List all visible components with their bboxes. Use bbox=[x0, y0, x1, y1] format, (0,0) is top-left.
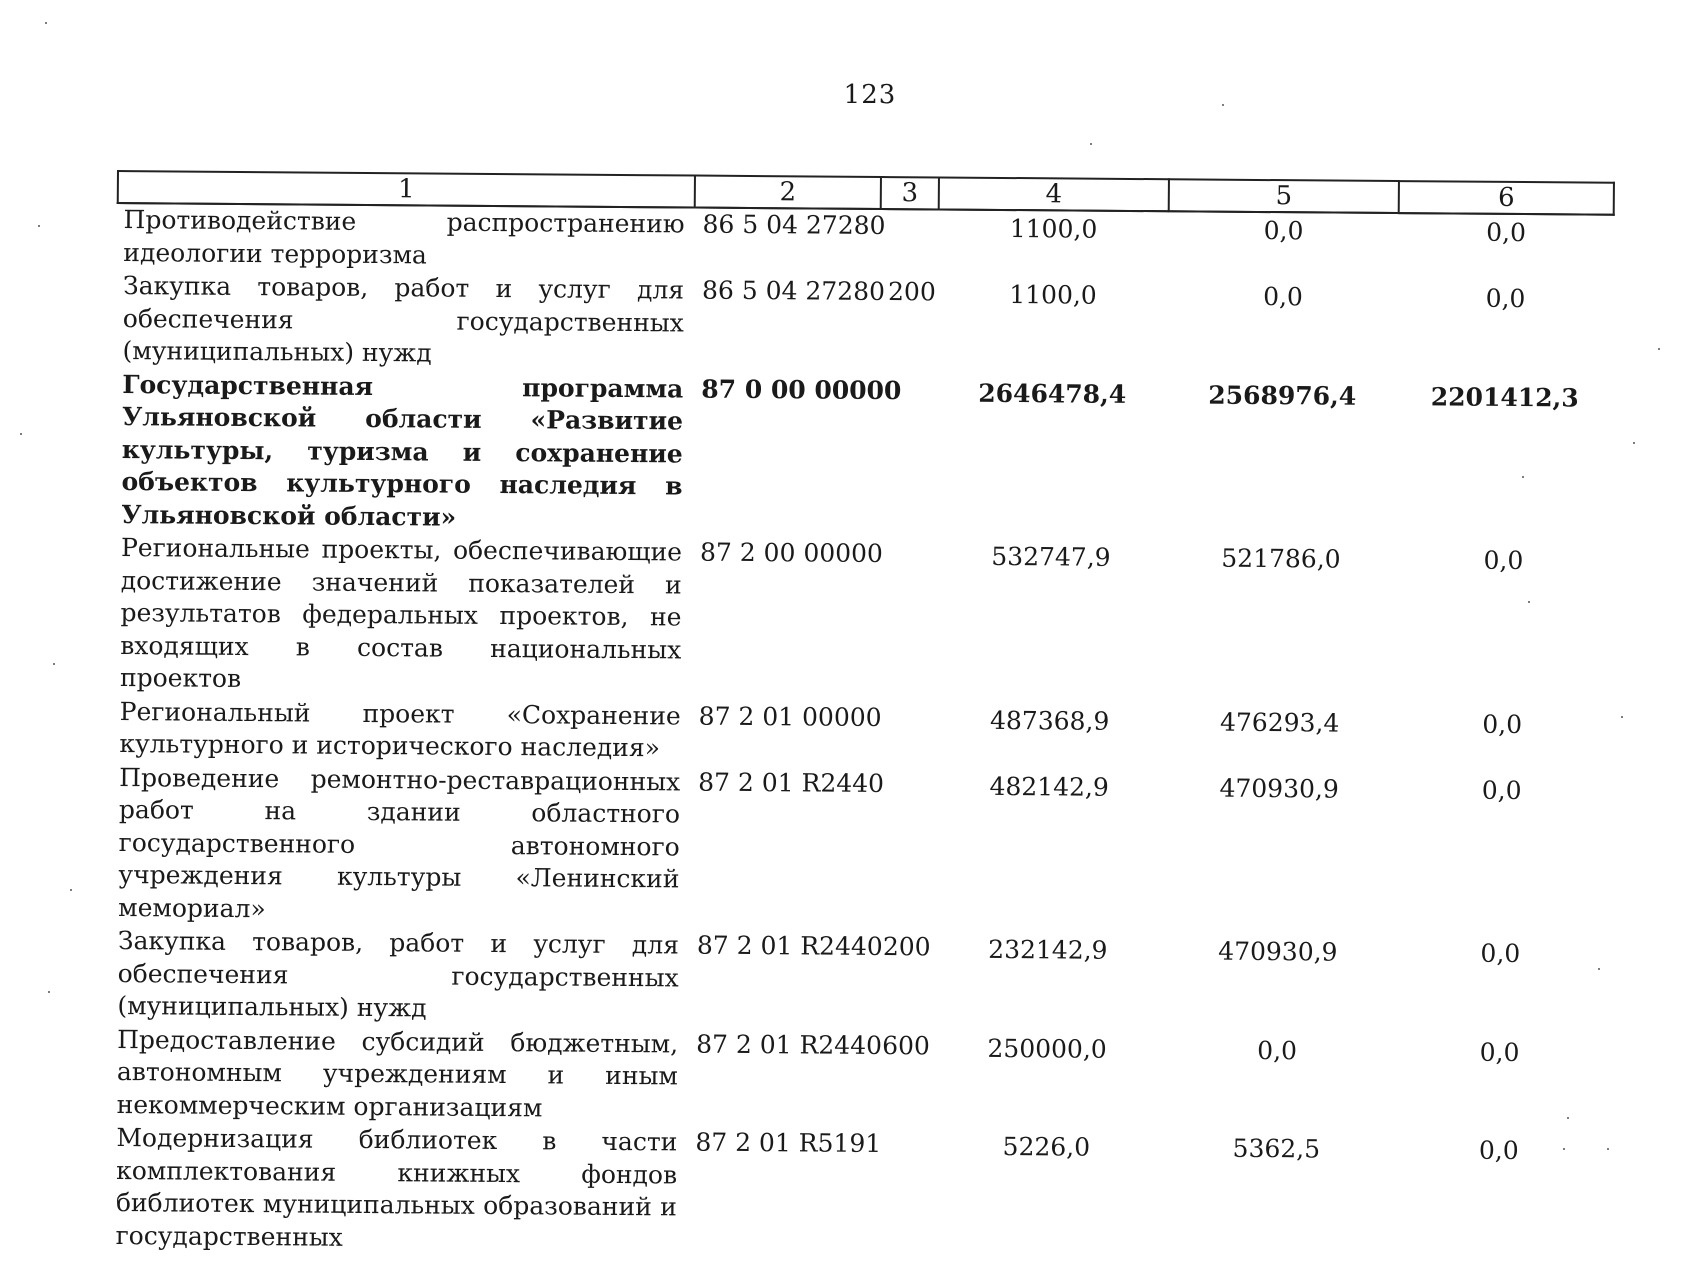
scan-speck bbox=[1522, 476, 1524, 478]
row-kvr-cell: 200 bbox=[882, 932, 931, 962]
row-value-col6: 0,0 bbox=[1486, 217, 1527, 248]
row-kvr-cell bbox=[876, 701, 935, 767]
scan-speck bbox=[38, 225, 40, 227]
scan-speck bbox=[1567, 1117, 1569, 1119]
table-row bbox=[112, 761, 1609, 936]
row-value-col6: 0,0 bbox=[1479, 1037, 1520, 1067]
row-value-col4: 5226,0 bbox=[1002, 1131, 1091, 1162]
table-row bbox=[111, 925, 1608, 1035]
column-header-6: 6 bbox=[1399, 181, 1614, 215]
row-code-cell: 87 2 01 R5191 bbox=[695, 1127, 882, 1159]
row-value-col5: 0,0 bbox=[1263, 216, 1304, 246]
table-row bbox=[117, 203, 1613, 282]
row-value-col5: 470930,9 bbox=[1219, 773, 1339, 804]
row-value-col6: 0,0 bbox=[1481, 775, 1522, 805]
row-value-col5: 476293,4 bbox=[1219, 707, 1340, 738]
scan-speck bbox=[1598, 968, 1600, 970]
scan-speck bbox=[1090, 143, 1092, 145]
row-value-col5: 0,0 bbox=[1257, 1035, 1298, 1065]
row-value-col4: 232142,9 bbox=[988, 934, 1108, 965]
row-value-col6: 0,0 bbox=[1478, 1135, 1519, 1166]
row-name-cell: Модернизация библиотек в части комплектования книжных фондов библиотек муниципальных образований и государственных bbox=[115, 1123, 678, 1252]
scan-speck bbox=[1621, 716, 1623, 718]
row-name-cell: Закупка товаров, работ и услуг для обеспечения государственных (муниципальных) нужд bbox=[122, 271, 685, 368]
row-code-cell: 87 0 00 00000 bbox=[701, 374, 902, 405]
row-value-col4: 1100,0 bbox=[1009, 280, 1097, 310]
row-code-cell: 87 2 01 R2440 bbox=[696, 1029, 883, 1060]
row-value-col5: 5362,5 bbox=[1232, 1133, 1321, 1164]
row-name-cell: Государственная программа Ульяновской области «Развитие культуры, туризма и сохранение объектов культурного наследия в Ульяновской области» bbox=[121, 369, 684, 532]
row-code-cell: 87 2 01 R2440 bbox=[696, 930, 883, 962]
table-row bbox=[113, 695, 1609, 773]
budget-table bbox=[108, 170, 1614, 1265]
scan-speck bbox=[53, 663, 55, 665]
table-row bbox=[114, 532, 1611, 707]
row-code-cell: 87 2 01 00000 bbox=[698, 701, 882, 732]
scan-speck bbox=[1633, 442, 1635, 444]
scan-speck bbox=[1607, 1148, 1609, 1150]
row-value-col4: 1100,0 bbox=[1009, 214, 1098, 244]
row-value-col6: 0,0 bbox=[1482, 709, 1523, 739]
scan-speck bbox=[70, 889, 72, 891]
row-kvr-cell bbox=[872, 1128, 931, 1259]
row-code-cell: 86 5 04 27280 bbox=[702, 209, 886, 241]
row-code-cell: 86 5 04 27280 bbox=[701, 275, 886, 307]
row-value-col6: 0,0 bbox=[1483, 545, 1524, 576]
scan-speck bbox=[1528, 601, 1530, 603]
row-value-col4: 532747,9 bbox=[991, 541, 1111, 572]
budget-table-wrapper bbox=[108, 170, 1612, 1265]
column-header-3: 3 bbox=[881, 177, 939, 209]
row-name-cell: Противодействие распространению идеологии терроризма bbox=[123, 205, 685, 269]
row-value-col5: 470930,9 bbox=[1218, 936, 1338, 967]
table-row bbox=[116, 270, 1613, 380]
scan-speck bbox=[45, 22, 47, 24]
column-header-4: 4 bbox=[939, 177, 1169, 211]
row-code-cell: 87 2 00 00000 bbox=[699, 537, 884, 569]
table-body bbox=[109, 203, 1613, 1265]
scan-speck bbox=[1222, 104, 1224, 106]
row-kvr-cell bbox=[877, 538, 936, 702]
row-kvr-cell: 200 bbox=[887, 277, 936, 307]
row-name-cell: Региональные проекты, обеспечивающие достижение значений показателей и результатов федеральных проектов, не входящих в состав национальных проектов bbox=[119, 533, 683, 693]
scan-speck bbox=[1658, 348, 1660, 350]
row-value-col4: 2646478,4 bbox=[978, 378, 1127, 409]
row-value-col4: 487368,9 bbox=[989, 705, 1110, 736]
row-kvr-cell bbox=[880, 209, 939, 276]
scan-speck bbox=[1563, 1148, 1565, 1150]
row-name-cell: Проведение ремонтно-реставрационных работ на здании областного государственного автономного учреждения культуры «Ленинский мемориал» bbox=[118, 762, 681, 923]
row-value-col6: 0,0 bbox=[1485, 283, 1526, 314]
table-row bbox=[115, 369, 1612, 544]
row-value-col4: 250000,0 bbox=[987, 1033, 1107, 1064]
row-code-cell: 87 2 01 R2440 bbox=[698, 767, 885, 798]
row-value-col6: 2201412,3 bbox=[1430, 381, 1579, 412]
row-value-col4: 482142,9 bbox=[989, 771, 1109, 802]
row-value-col5: 521786,0 bbox=[1221, 543, 1341, 574]
scan-speck bbox=[48, 991, 50, 993]
table-row bbox=[109, 1122, 1606, 1265]
table-row bbox=[111, 1023, 1608, 1133]
row-value-col5: 0,0 bbox=[1263, 282, 1304, 312]
row-value-col5: 2568976,4 bbox=[1208, 380, 1357, 411]
scan-speck bbox=[20, 433, 22, 435]
column-header-2: 2 bbox=[695, 176, 881, 209]
row-value-col6: 0,0 bbox=[1480, 938, 1521, 969]
column-header-5: 5 bbox=[1169, 179, 1399, 213]
row-name-cell: Региональный проект «Сохранение культурного и исторического наследия» bbox=[119, 696, 681, 763]
column-header-1: 1 bbox=[118, 171, 695, 208]
row-kvr-cell: 600 bbox=[882, 1030, 930, 1060]
page-number: 123 bbox=[843, 80, 897, 110]
row-name-cell: Предоставление субсидий бюджетным, автономным учреждениям и иным некоммерческим организациям bbox=[116, 1024, 679, 1122]
row-name-cell: Закупка товаров, работ и услуг для обеспечения государственных (муниципальных) нужд bbox=[117, 926, 680, 1023]
